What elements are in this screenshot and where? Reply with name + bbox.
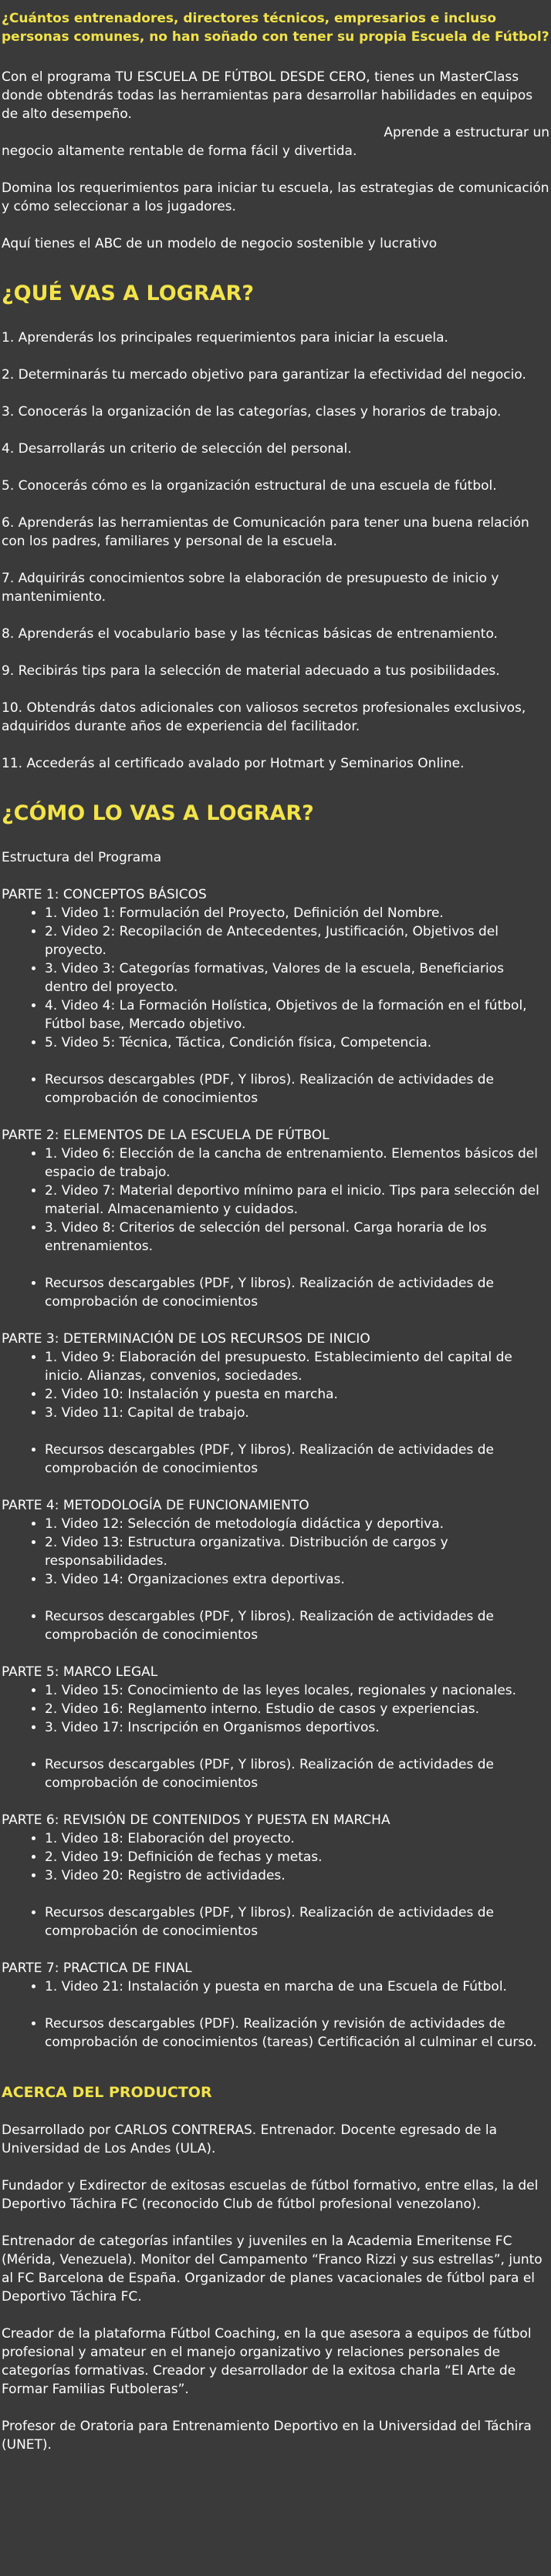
video-list [2,1145,549,1256]
intro-paragraph-2: Domina los requerimientos para iniciar tu escuela, las estrategias de comunicación y cómo seleccionar a los jugadores. [2,180,549,214]
video-item: • 3. Video 3: Categorías formativas, Valores de la escuela, Beneficiarios dentro del proyecto. [45,959,549,996]
intro-paragraph-1 [2,68,549,160]
resources-item: • Recursos descargables (PDF, Y libros). Realización de actividades de comprobación de conocimientos [45,1903,549,1940]
video-item: • 1. Video 6: Elección de la cancha de entrenamiento. Elementos básicos del espacio de trabajo. [45,1145,549,1182]
video-list [2,1681,549,1737]
program-part-6 [2,1811,549,1940]
resources-list [2,1274,549,1311]
goal-item: 1. Aprenderás los principales requerimientos para iniciar la escuela. [2,330,448,346]
video-item: • 1. Video 12: Selección de metodología didáctica y deportiva. [45,1515,549,1533]
video-item: • 2. Video 16: Reglamento interno. Estudio de casos y experiencias. [45,1700,549,1718]
video-item: • 2. Video 7: Material deportivo mínimo para el inicio. Tips para selección del material. Almacenamiento y cuidados. [45,1182,549,1219]
program-part-4 [2,1496,549,1644]
video-item: • 1. Video 9: Elaboración del presupuesto. Establecimiento del capital de inicio. Alianzas, convenios, sociedades. [45,1348,549,1385]
program-part-5 [2,1663,549,1792]
goal-item: 9. Recibirás tips para la selección de material adecuado a tus posibilidades. [2,663,500,679]
resources-item: • Recursos descargables (PDF, Y libros). Realización de actividades de comprobación de conocimientos [45,1274,549,1311]
video-item: • 2. Video 19: Definición de fechas y metas. [45,1848,549,1866]
resources-list [2,1441,549,1478]
resources-item: • Recursos descargables (PDF, Y libros). Realización de actividades de comprobación de conocimientos [45,1441,549,1478]
video-list [2,1515,549,1589]
goal-item: 10. Obtendrás datos adicionales con valiosos secretos profesionales exclusivos, adquiridos durante años de experiencia del facilitador. [2,700,526,734]
program-part-2 [2,1126,549,1311]
goal-item: 8. Aprenderás el vocabulario base y las técnicas básicas de entrenamiento. [2,626,498,642]
video-item: • 3. Video 8: Criterios de selección del personal. Carga horaria de los entrenamientos. [45,1219,549,1256]
video-item: • 2. Video 13: Estructura organizativa. Distribución de cargos y responsabilidades. [45,1533,549,1570]
producer-heading: ACERCA DEL PRODUCTOR [2,2084,212,2101]
video-list [2,904,549,1052]
intro-p1-text: Con el programa TU ESCUELA DE FÚTBOL DESDE CERO, tienes un MasterClass donde obtendrás todas las herramientas para desarrollar habilidades en equipos de alto desempeño. [2,69,533,122]
how-heading: ¿CÓMO LO VAS A LOGRAR? [2,801,314,825]
resources-item: • Recursos descargables (PDF, Y libros). Realización de actividades de comprobación de conocimientos [45,1607,549,1644]
program-part-3 [2,1330,549,1478]
video-item: • 4. Video 4: La Formación Holística, Objetivos de la formación en el fútbol, Fútbol base, Mercado objetivo. [45,996,549,1033]
goal-item: 3. Conocerás la organización de las categorías, clases y horarios de trabajo. [2,404,502,420]
intro-p1-end: negocio altamente rentable de forma fácil y divertida. [2,143,357,159]
resources-list [2,1071,549,1108]
producer-paragraph: Fundador y Exdirector de exitosas escuelas de fútbol formativo, entre ellas, la del Deportivo Táchira FC (reconocido Club de fútbol profesional venezolano). [2,2178,539,2212]
resources-list [2,1755,549,1792]
video-item: • 1. Video 18: Elaboración del proyecto. [45,1829,549,1848]
video-item: • 1. Video 15: Conocimiento de las leyes locales, regionales y nacionales. [45,1681,549,1700]
part-title: PARTE 4: METODOLOGÍA DE FUNCIONAMIENTO [2,1498,309,1513]
resources-item: • Recursos descargables (PDF, Y libros). Realización de actividades de comprobación de conocimientos [45,1071,549,1108]
program-structure-subtitle: Estructura del Programa [2,850,162,865]
video-item: • 2. Video 10: Instalación y puesta en marcha. [45,1385,549,1404]
goal-item: 7. Adquirirás conocimientos sobre la elaboración de presupuesto de inicio y mantenimiento. [2,571,499,605]
intro-paragraph-3: Aquí tienes el ABC de un modelo de negocio sostenible y lucrativo [2,236,438,251]
resources-list [2,1903,549,1940]
goal-item: 4. Desarrollarás un criterio de selección del personal. [2,441,352,457]
program-part-1 [2,885,549,1108]
program-part-7 [2,1959,549,2052]
goals-list [2,329,549,773]
goal-item: 5. Conocerás cómo es la organización estructural de una escuela de fútbol. [2,478,497,494]
resources-item: • Recursos descargables (PDF, Y libros). Realización de actividades de comprobación de conocimientos [45,1755,549,1792]
video-list [2,1829,549,1885]
intro-question: ¿Cuántos entrenadores, directores técnicos, empresarios e incluso personas comunes, no han soñado con tener su propia Escuela de Fútbol? [2,11,549,45]
video-item: • 5. Video 5: Técnica, Táctica, Condición física, Competencia. [45,1033,549,1052]
producer-paragraph: Profesor de Oratoria para Entrenamiento Deportivo en la Universidad del Táchira (UNET). [2,2419,532,2453]
goal-item: 11. Accederás al certificado avalado por Hotmart y Seminarios Online. [2,756,465,771]
intro-p1-right: Aprende a estructurar un [384,125,549,140]
producer-paragraph: Creador de la plataforma Fútbol Coaching, en la que asesora a equipos de fútbol profesional y amateur en el manejo organizativo y relaciones personales de categorías formativas. Creador y desarrollador de la exitosa charla “El Arte de Formar Familias Futboleras”. [2,2326,532,2397]
part-title: PARTE 6: REVISIÓN DE CONTENIDOS Y PUESTA EN MARCHA [2,1812,390,1828]
producer-bio [2,2121,549,2454]
video-item: • 1. Video 1: Formulación del Proyecto, Definición del Nombre. [45,904,549,922]
video-list [2,1348,549,1422]
producer-paragraph: Entrenador de categorías infantiles y juveniles en la Academia Emeritense FC (Mérida, Venezuela). Monitor del Campamento “Franco Rizzi y sus estrellas”, junto al FC Barcelona de España. Organizador de planes vacacionales de fútbol para el Deportivo Táchira FC. [2,2234,543,2305]
resources-item: • Recursos descargables (PDF). Realización y revisión de actividades de comprobación de conocimientos (tareas) Certificación al culminar el curso. [45,2015,549,2052]
part-title: PARTE 2: ELEMENTOS DE LA ESCUELA DE FÚTBOL [2,1128,330,1143]
video-item: • 3. Video 17: Inscripción en Organismos deportivos. [45,1718,549,1737]
part-title: PARTE 5: MARCO LEGAL [2,1664,158,1680]
part-title: PARTE 7: PRACTICA DE FINAL [2,1961,192,1976]
part-title: PARTE 1: CONCEPTOS BÁSICOS [2,887,207,902]
video-item: • 1. Video 21: Instalación y puesta en marcha de una Escuela de Fútbol. [45,1978,549,1996]
resources-list [2,1607,549,1644]
video-item: • 3. Video 20: Registro de actividades. [45,1866,549,1885]
video-item: • 2. Video 2: Recopilación de Antecedentes, Justificación, Objetivos del proyecto. [45,922,549,959]
part-title: PARTE 3: DETERMINACIÓN DE LOS RECURSOS DE INICIO [2,1331,370,1347]
goals-heading: ¿QUÉ VAS A LOGRAR? [2,282,254,305]
video-item: • 3. Video 14: Organizaciones extra deportivas. [45,1570,549,1589]
video-list [2,1978,549,1996]
video-item: • 3. Video 11: Capital de trabajo. [45,1404,549,1422]
goal-item: 2. Determinarás tu mercado objetivo para garantizar la efectividad del negocio. [2,367,526,383]
goal-item: 6. Aprenderás las herramientas de Comunicación para tener una buena relación con los padres, familiares y personal de la escuela. [2,515,529,549]
producer-paragraph: Desarrollado por CARLOS CONTRERAS. Entrenador. Docente egresado de la Universidad de Los Andes (ULA). [2,2123,498,2156]
resources-list [2,2015,549,2052]
